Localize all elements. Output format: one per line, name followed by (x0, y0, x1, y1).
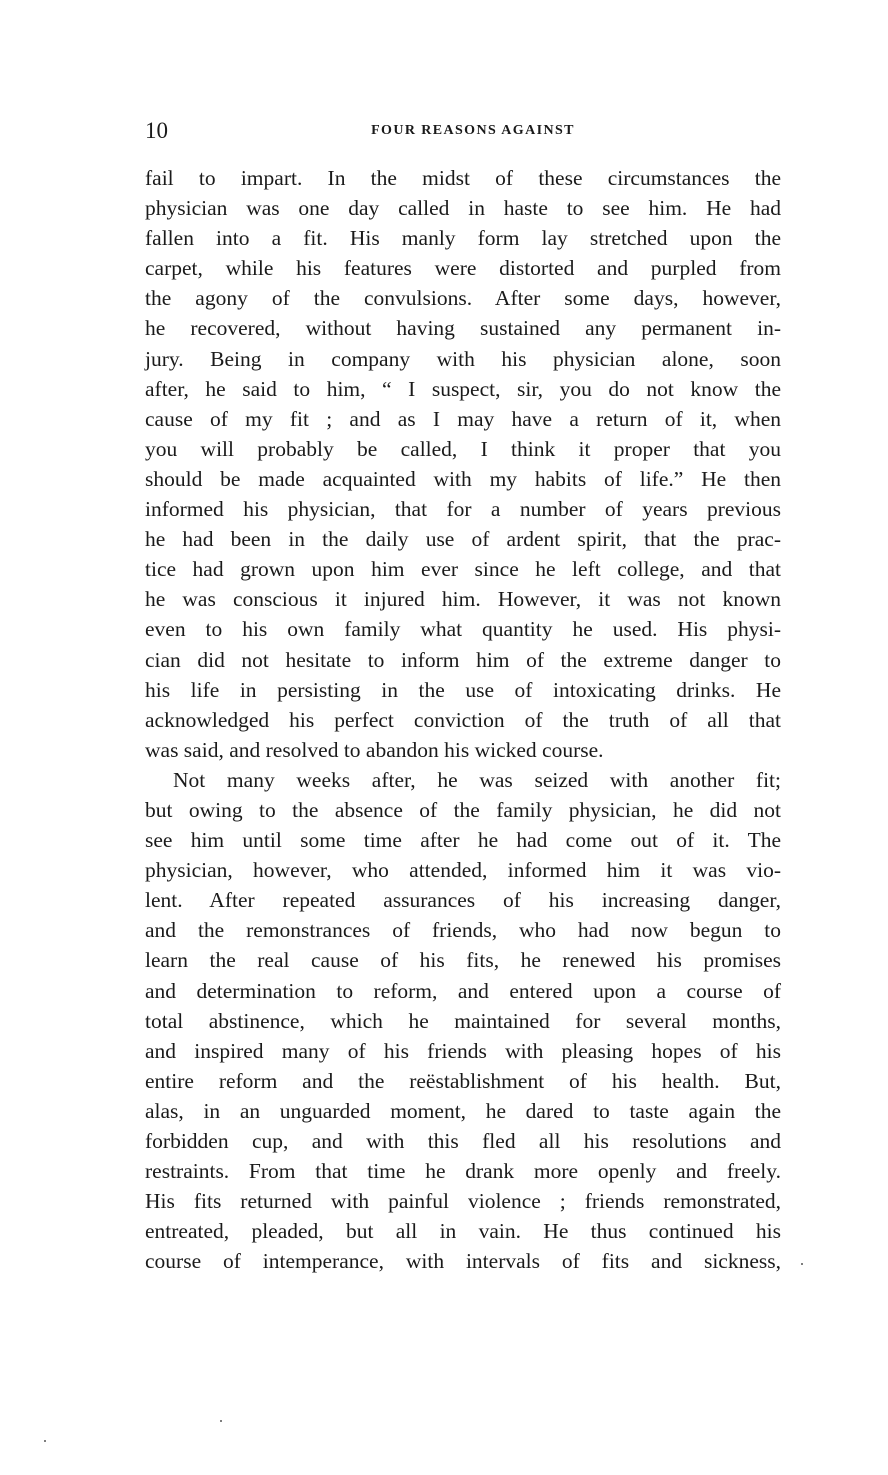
text-line: physician, however, who attended, informed him it was vio- (145, 858, 781, 883)
text-line: carpet, while his features were distorted and purpled from (145, 256, 781, 281)
running-title: FOUR REASONS AGAINST (371, 123, 575, 138)
text-line: he was conscious it injured him. However, it was not known (145, 587, 781, 612)
body-text (145, 163, 781, 1276)
text-line: he recovered, without having sustained any permanent in- (145, 316, 781, 341)
paragraph (145, 163, 781, 765)
paper-speck (801, 1263, 803, 1265)
text-line: fail to impart. In the midst of these circumstances the (145, 166, 781, 190)
text-line: tice had grown upon him ever since he left college, and that (145, 557, 781, 582)
paragraph (145, 765, 781, 1277)
text-line: after, he said to him, “ I suspect, sir, you do not know the (145, 376, 781, 401)
text-line: His fits returned with painful violence ; friends remonstrated, (145, 1189, 781, 1214)
text-line: his life in persisting in the use of intoxicating drinks. He (145, 677, 781, 702)
text-line: learn the real cause of his fits, he renewed his promises (145, 948, 781, 973)
text-line: Not many weeks after, he was seized with another fit; (173, 767, 781, 792)
text-line: alas, in an unguarded moment, he dared to taste again the (145, 1098, 781, 1123)
text-line: was said, and resolved to abandon his wicked course. (145, 737, 604, 762)
text-line: entreated, pleaded, but all in vain. He thus continued his (145, 1219, 781, 1244)
paper-speck (220, 1420, 222, 1422)
page-number: 10 (145, 118, 168, 143)
text-line: should be made acquainted with my habits of life.” He then (145, 466, 781, 491)
text-line: you will probably be called, I think it proper that you (145, 436, 781, 461)
text-line: even to his own family what quantity he used. His physi- (145, 617, 781, 642)
text-line: physician was one day called in haste to see him. He had (145, 196, 781, 221)
paper-speck (44, 1440, 46, 1442)
text-line: the agony of the convulsions. After some days, however, (145, 286, 781, 311)
text-line: lent. After repeated assurances of his increasing danger, (145, 888, 781, 913)
text-line: jury. Being in company with his physician alone, soon (145, 346, 781, 371)
text-line: cause of my fit ; and as I may have a return of it, when (145, 406, 781, 431)
running-head (145, 116, 781, 146)
text-line: he had been in the daily use of ardent spirit, that the prac- (145, 527, 781, 552)
text-line: see him until some time after he had come out of it. The (145, 828, 781, 853)
text-line: restraints. From that time he drank more openly and freely. (145, 1159, 781, 1184)
text-line: cian did not hesitate to inform him of the extreme danger to (145, 647, 781, 672)
text-line: acknowledged his perfect conviction of the truth of all that (145, 707, 781, 732)
text-line: and determination to reform, and entered upon a course of (145, 978, 781, 1003)
text-line: informed his physician, that for a number of years previous (145, 497, 781, 522)
text-line: entire reform and the reëstablishment of his health. But, (145, 1068, 781, 1093)
text-line: and inspired many of his friends with pleasing hopes of his (145, 1038, 781, 1063)
text-line: fallen into a fit. His manly form lay stretched upon the (145, 226, 781, 251)
text-line: but owing to the absence of the family physician, he did not (145, 797, 781, 822)
text-line: forbidden cup, and with this fled all his resolutions and (145, 1129, 781, 1153)
text-line: and the remonstrances of friends, who had now begun to (145, 918, 781, 943)
text-line: total abstinence, which he maintained for several months, (145, 1008, 781, 1033)
text-line: course of intemperance, with intervals of fits and sickness, (145, 1249, 781, 1274)
